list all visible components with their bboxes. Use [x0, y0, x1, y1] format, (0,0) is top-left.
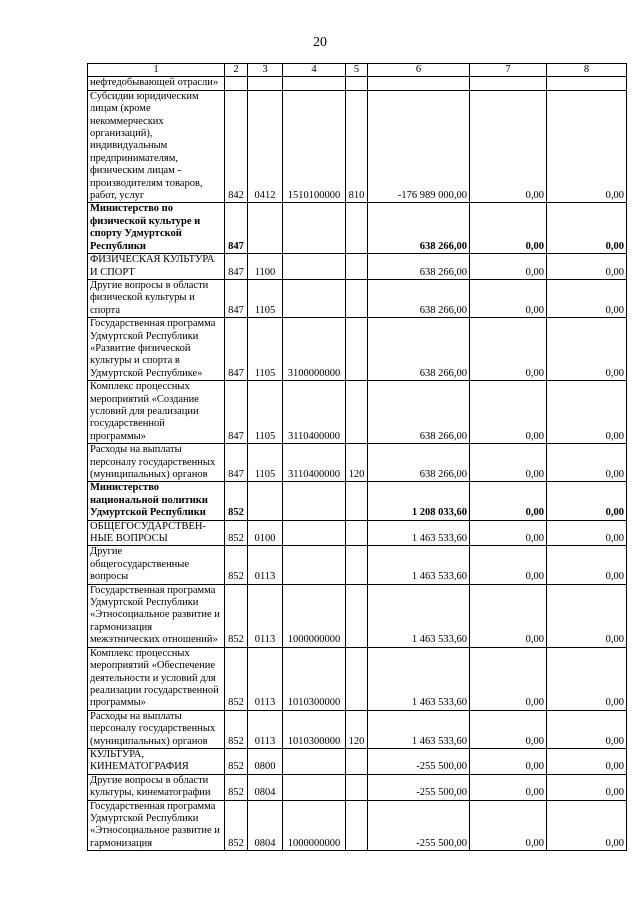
row-name: нефтедобывающей отрасли» — [88, 77, 225, 90]
row-amount-year3: 0,00 — [547, 318, 627, 381]
header-row — [88, 64, 627, 77]
table-row — [88, 520, 627, 546]
row-target-code — [283, 279, 346, 317]
row-amount: 1 463 533,60 — [368, 584, 470, 647]
row-target-code — [283, 520, 346, 546]
header-cell: 7 — [470, 64, 547, 77]
table-row — [88, 800, 627, 851]
table-row — [88, 710, 627, 748]
row-expense-type — [346, 77, 368, 90]
row-ministry-code: 847 — [225, 444, 248, 482]
row-amount-year3: 0,00 — [547, 520, 627, 546]
row-amount-year2: 0,00 — [470, 318, 547, 381]
row-amount: -255 500,00 — [368, 748, 470, 774]
row-expense-type — [346, 774, 368, 800]
row-section-code: 0412 — [248, 90, 283, 203]
row-target-code — [283, 546, 346, 584]
row-name: КУЛЬТУРА, КИНЕМАТОГРАФИЯ — [88, 748, 225, 774]
row-amount-year3: 0,00 — [547, 647, 627, 710]
row-ministry-code: 852 — [225, 584, 248, 647]
row-target-code — [283, 203, 346, 254]
row-name: Министерство национальной политики Удмуртской Республики — [88, 482, 225, 520]
row-amount-year2: 0,00 — [470, 800, 547, 851]
row-amount: 1 208 033,60 — [368, 482, 470, 520]
row-name: Государственная программа Удмуртской Республики «Развитие физической культуры и спорта в Удмуртской Республике» — [88, 318, 225, 381]
row-name: Министерство по физической культуре и спорту Удмуртской Республики — [88, 203, 225, 254]
row-ministry-code: 852 — [225, 520, 248, 546]
row-name: Другие общегосударственные вопросы — [88, 546, 225, 584]
row-amount-year2: 0,00 — [470, 482, 547, 520]
row-amount-year3: 0,00 — [547, 444, 627, 482]
row-expense-type — [346, 647, 368, 710]
row-ministry-code: 847 — [225, 318, 248, 381]
row-expense-type: 120 — [346, 444, 368, 482]
row-name: ОБЩЕГОСУДАРСТВЕН-НЫЕ ВОПРОСЫ — [88, 520, 225, 546]
header-cell: 6 — [368, 64, 470, 77]
row-amount-year3 — [547, 77, 627, 90]
row-section-code: 1105 — [248, 318, 283, 381]
row-amount-year2: 0,00 — [470, 774, 547, 800]
table-row — [88, 77, 627, 90]
row-amount: 638 266,00 — [368, 279, 470, 317]
row-amount-year2: 0,00 — [470, 748, 547, 774]
row-amount-year2: 0,00 — [470, 546, 547, 584]
row-amount: 638 266,00 — [368, 444, 470, 482]
row-amount-year3: 0,00 — [547, 584, 627, 647]
row-expense-type — [346, 584, 368, 647]
row-target-code — [283, 77, 346, 90]
table-row — [88, 444, 627, 482]
row-section-code: 0804 — [248, 774, 283, 800]
row-section-code: 0800 — [248, 748, 283, 774]
row-target-code: 1000000000 — [283, 800, 346, 851]
row-expense-type — [346, 254, 368, 280]
row-ministry-code — [225, 77, 248, 90]
header-cell: 5 — [346, 64, 368, 77]
row-expense-type — [346, 748, 368, 774]
row-section-code: 0113 — [248, 710, 283, 748]
row-amount-year3: 0,00 — [547, 800, 627, 851]
row-expense-type: 120 — [346, 710, 368, 748]
row-amount-year2: 0,00 — [470, 279, 547, 317]
row-expense-type — [346, 203, 368, 254]
table-row — [88, 748, 627, 774]
row-section-code: 1105 — [248, 444, 283, 482]
row-amount-year3: 0,00 — [547, 203, 627, 254]
table-row — [88, 774, 627, 800]
table-row — [88, 381, 627, 444]
row-amount-year3: 0,00 — [547, 774, 627, 800]
row-section-code — [248, 77, 283, 90]
row-ministry-code: 852 — [225, 710, 248, 748]
row-expense-type — [346, 800, 368, 851]
row-expense-type: 810 — [346, 90, 368, 203]
row-section-code: 0113 — [248, 647, 283, 710]
row-amount: -176 989 000,00 — [368, 90, 470, 203]
row-amount-year3: 0,00 — [547, 90, 627, 203]
row-expense-type — [346, 520, 368, 546]
row-amount-year2: 0,00 — [470, 647, 547, 710]
table-row — [88, 254, 627, 280]
budget-table — [87, 63, 627, 851]
row-ministry-code: 852 — [225, 647, 248, 710]
row-name: Расходы на выплаты персоналу государственных (муниципальных) органов — [88, 710, 225, 748]
row-expense-type — [346, 279, 368, 317]
row-amount-year2 — [470, 77, 547, 90]
row-amount-year2: 0,00 — [470, 444, 547, 482]
row-amount-year3: 0,00 — [547, 482, 627, 520]
row-amount-year2: 0,00 — [470, 584, 547, 647]
header-cell: 2 — [225, 64, 248, 77]
row-name: Субсидии юридическим лицам (кроме некоммерческих организаций), индивидуальным предпринимателям, физическим лицам - производителям товаров, работ, услуг — [88, 90, 225, 203]
row-amount-year2: 0,00 — [470, 710, 547, 748]
row-section-code: 1100 — [248, 254, 283, 280]
row-target-code — [283, 482, 346, 520]
row-name: ФИЗИЧЕСКАЯ КУЛЬТУРА И СПОРТ — [88, 254, 225, 280]
row-section-code: 0113 — [248, 546, 283, 584]
header-cell: 8 — [547, 64, 627, 77]
row-name: Другие вопросы в области культуры, кинематографии — [88, 774, 225, 800]
row-ministry-code: 847 — [225, 203, 248, 254]
row-section-code: 1105 — [248, 279, 283, 317]
row-section-code: 0113 — [248, 584, 283, 647]
row-section-code: 1105 — [248, 381, 283, 444]
row-amount-year3: 0,00 — [547, 710, 627, 748]
row-amount-year3: 0,00 — [547, 546, 627, 584]
table-row — [88, 584, 627, 647]
row-expense-type — [346, 381, 368, 444]
row-name: Государственная программа Удмуртской Республики «Этносоциальное развитие и гармонизация межэтнических отношений» — [88, 584, 225, 647]
row-amount-year2: 0,00 — [470, 381, 547, 444]
row-amount — [368, 77, 470, 90]
table-row — [88, 203, 627, 254]
row-amount: 1 463 533,60 — [368, 647, 470, 710]
row-amount: 638 266,00 — [368, 254, 470, 280]
row-target-code: 1010300000 — [283, 710, 346, 748]
row-amount-year3: 0,00 — [547, 381, 627, 444]
page-number: 20 — [313, 35, 327, 50]
table-row — [88, 90, 627, 203]
row-amount: -255 500,00 — [368, 774, 470, 800]
row-amount-year2: 0,00 — [470, 520, 547, 546]
header-cell: 4 — [283, 64, 346, 77]
row-amount-year2: 0,00 — [470, 203, 547, 254]
row-amount-year2: 0,00 — [470, 90, 547, 203]
row-ministry-code: 847 — [225, 279, 248, 317]
row-section-code: 0804 — [248, 800, 283, 851]
row-section-code — [248, 482, 283, 520]
table-row — [88, 279, 627, 317]
table-row — [88, 546, 627, 584]
row-target-code — [283, 774, 346, 800]
row-ministry-code: 847 — [225, 254, 248, 280]
row-ministry-code: 847 — [225, 381, 248, 444]
row-expense-type — [346, 482, 368, 520]
table-row — [88, 318, 627, 381]
row-ministry-code: 852 — [225, 748, 248, 774]
row-target-code: 3110400000 — [283, 381, 346, 444]
row-expense-type — [346, 546, 368, 584]
row-target-code: 3100000000 — [283, 318, 346, 381]
row-section-code — [248, 203, 283, 254]
row-target-code: 1000000000 — [283, 584, 346, 647]
row-amount: 1 463 533,60 — [368, 546, 470, 584]
row-amount: 638 266,00 — [368, 318, 470, 381]
row-target-code: 1510100000 — [283, 90, 346, 203]
row-name: Расходы на выплаты персоналу государственных (муниципальных) органов — [88, 444, 225, 482]
row-ministry-code: 852 — [225, 774, 248, 800]
row-name: Другие вопросы в области физической культуры и спорта — [88, 279, 225, 317]
row-amount-year2: 0,00 — [470, 254, 547, 280]
row-ministry-code: 852 — [225, 546, 248, 584]
table-row — [88, 482, 627, 520]
row-amount: -255 500,00 — [368, 800, 470, 851]
row-ministry-code: 852 — [225, 482, 248, 520]
table-row — [88, 647, 627, 710]
row-amount-year3: 0,00 — [547, 254, 627, 280]
row-amount: 638 266,00 — [368, 203, 470, 254]
row-expense-type — [346, 318, 368, 381]
row-target-code: 3110400000 — [283, 444, 346, 482]
row-ministry-code: 852 — [225, 800, 248, 851]
row-section-code: 0100 — [248, 520, 283, 546]
row-amount: 1 463 533,60 — [368, 520, 470, 546]
row-name: Государственная программа Удмуртской Республики «Этносоциальное развитие и гармонизация — [88, 800, 225, 851]
row-amount: 638 266,00 — [368, 381, 470, 444]
header-cell: 1 — [88, 64, 225, 77]
row-target-code — [283, 254, 346, 280]
row-name: Комплекс процессных мероприятий «Создание условий для реализации государственной программы» — [88, 381, 225, 444]
header-cell: 3 — [248, 64, 283, 77]
row-target-code: 1010300000 — [283, 647, 346, 710]
row-amount-year3: 0,00 — [547, 279, 627, 317]
row-target-code — [283, 748, 346, 774]
row-amount-year3: 0,00 — [547, 748, 627, 774]
row-ministry-code: 842 — [225, 90, 248, 203]
row-amount: 1 463 533,60 — [368, 710, 470, 748]
row-name: Комплекс процессных мероприятий «Обеспечение деятельности и условий для реализации государственной программы» — [88, 647, 225, 710]
